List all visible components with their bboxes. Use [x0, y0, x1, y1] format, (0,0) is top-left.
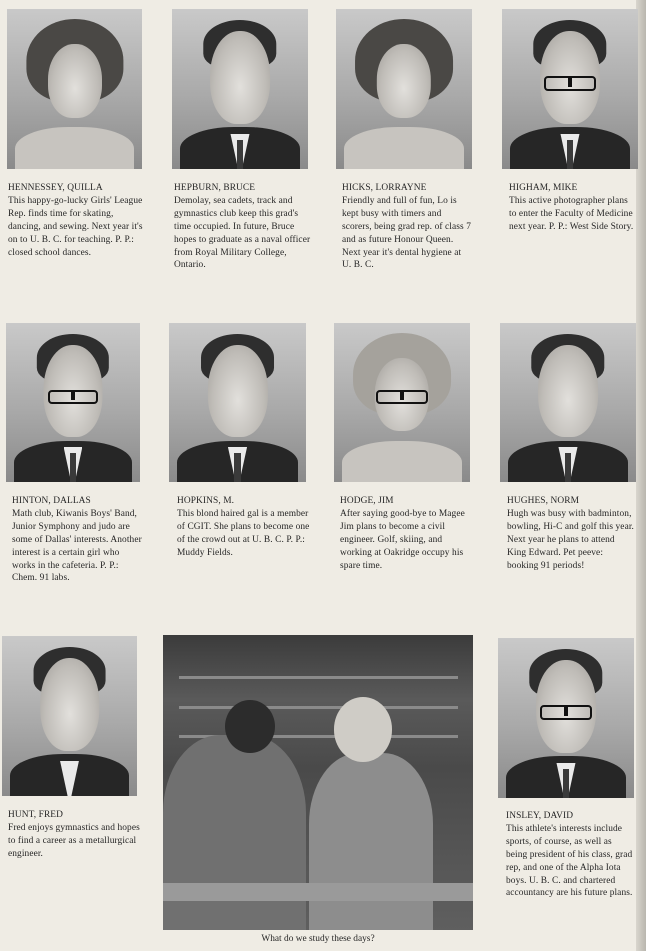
group-photo: [163, 635, 473, 930]
photo-caption: What do we study these days?: [261, 934, 375, 944]
student-bio: This happy-go-lucky Girls' League Rep. finds time for skating, dancing, and sewing. Next year it's on to U. B. C. for teaching. P. P.: closed school dances.: [8, 195, 143, 258]
student-entry: [8, 809, 148, 861]
portrait-photo: [2, 636, 137, 796]
portrait-photo: [502, 9, 638, 169]
student-bio: Fred enjoys gymnastics and hopes to find a career as a metallurgical engineer.: [8, 822, 140, 859]
student-entry: [507, 495, 635, 572]
student-name: HUNT, FRED: [8, 810, 63, 820]
portrait-photo: [7, 9, 142, 169]
student-name: HICKS, LORRAYNE: [342, 183, 427, 193]
student-entry: [174, 182, 314, 272]
portrait-photo: [500, 323, 636, 482]
student-entry: [509, 182, 637, 234]
student-name: HOPKINS, M.: [177, 496, 235, 506]
portrait-photo: [172, 9, 308, 169]
student-entry: [340, 495, 470, 572]
student-bio: This blond haired gal is a member of CGIT. She plans to become one of the crowd out at U. B. C. P. P.: Muddy Fields.: [177, 508, 310, 558]
student-entry: [12, 495, 142, 585]
portrait-photo: [169, 323, 306, 482]
portrait-photo: [6, 323, 140, 482]
student-bio: This active photographer plans to enter the Faculty of Medicine next year. P. P.: West Side Story.: [509, 195, 634, 232]
student-name: HINTON, DALLAS: [12, 496, 91, 506]
student-name: HENNESSEY, QUILLA: [8, 183, 103, 193]
student-name: HEPBURN, BRUCE: [174, 183, 256, 193]
student-entry: [342, 182, 472, 272]
portrait-photo: [334, 323, 470, 482]
student-bio: Math club, Kiwanis Boys' Band, Junior Symphony and judo are some of Dallas' interests. Another interest is a certain girl who works in the cafeteria. P. P.: Chem. 91 labs.: [12, 508, 142, 584]
student-name: HODGE, JIM: [340, 496, 394, 506]
portrait-photo: [498, 638, 634, 798]
student-bio: Friendly and full of fun, Lo is kept busy with timers and scorers, being grad rep. of class 7 and as future Honour Queen. Next year it's dental hygiene at U. B. C.: [342, 195, 471, 271]
student-entry: [8, 182, 148, 259]
student-bio: This athlete's interests include sports, of course, as well as being president of his class, grad rep, and one of the Alpha Iota boys. U. B. C. and chartered accountancy are his future plans.: [506, 823, 633, 899]
student-entry: [506, 810, 634, 900]
student-name: HUGHES, NORM: [507, 496, 580, 506]
student-bio: Hugh was busy with badminton, bowling, Hi-C and golf this year. Next year he plans to attend King Edward. Pet peeve: booking 91 periods!: [507, 508, 634, 571]
portrait-photo: [336, 9, 472, 169]
student-entry: [177, 495, 312, 560]
student-name: HIGHAM, MIKE: [509, 183, 578, 193]
student-name: INSLEY, DAVID: [506, 811, 574, 821]
student-bio: Demolay, sea cadets, track and gymnastics club keep this grad's time occupied. In future, Bruce hopes to graduate as a naval officer from Royal Military College, Ontario.: [174, 195, 311, 271]
student-bio: After saying good-bye to Magee Jim plans to become a civil engineer. Golf, skiing, and working at Oakridge occupy his spare time.: [340, 508, 465, 571]
